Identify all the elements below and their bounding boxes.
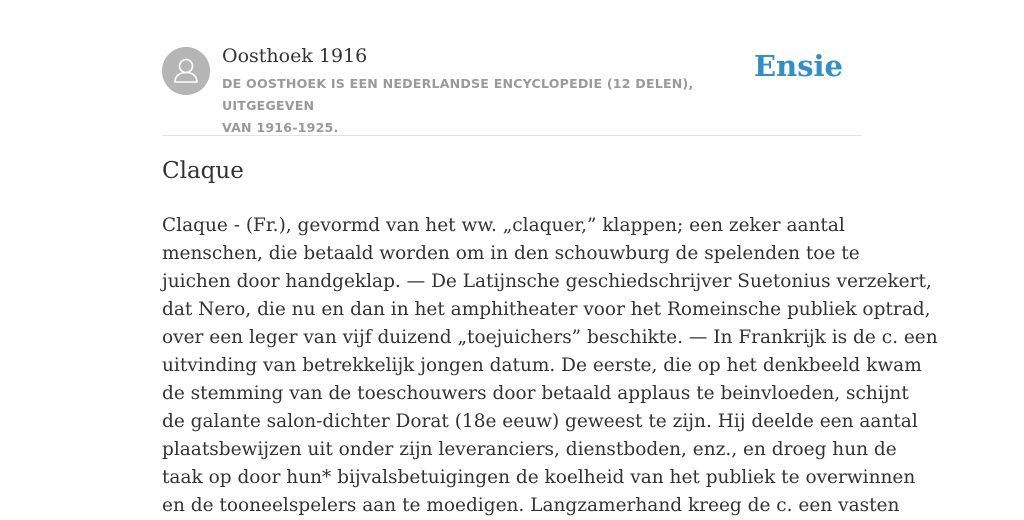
body-line: menschen, die betaald worden om in den schouwburg de spelenden toe te [162,243,860,264]
body-line: plaatsbewijzen uit onder zijn leveranciers, dienstboden, enz., en droeg hun de [162,439,897,460]
source-header [162,0,862,136]
user-icon [162,47,210,95]
source-title[interactable]: Oosthoek 1916 [222,45,368,67]
entry-body [162,212,938,520]
body-line: juichen door handgeklap. — De Latijnsche geschiedschrijver Suetonius verzekert, [162,271,932,292]
body-line: en de tooneelspelers aan te moedigen. Langzamerhand kreeg de c. een vasten [162,495,900,516]
page [162,0,938,516]
body-line: taak op door hun* bijvalsbetuigingen de koelheid van het publiek te overwinnen [162,467,916,488]
body-line: de galante salon-dichter Dorat (18e eeuw) geweest te zijn. Hij deelde een aantal [162,411,918,432]
source-description-line: DE OOSTHOEK IS EEN NEDERLANDSE ENCYCLOPEDIE (12 DELEN), UITGEGEVEN [222,76,694,113]
body-line: uitvinding van betrekkelijk jongen datum. De eerste, die op het denkbeeld kwam [162,355,922,376]
source-description [222,73,762,139]
body-line: de stemming van de toeschouwers door betaald applaus te beinvloeden, schijnt [162,383,909,404]
brand-logo-link[interactable]: Ensie [754,49,843,83]
body-line: over een leger van vijf duizend „toejuichers” beschikte. — In Frankrijk is de c. een [162,327,938,348]
source-description-line: VAN 1916-1925. [222,120,339,135]
avatar[interactable] [162,47,210,95]
entry-title: Claque [162,158,244,184]
body-line: dat Nero, die nu en dan in het amphitheater voor het Romeinsche publiek optrad, [162,299,931,320]
body-line: Claque - (Fr.), gevormd van het ww. „claquer,” klappen; een zeker aantal [162,215,845,236]
